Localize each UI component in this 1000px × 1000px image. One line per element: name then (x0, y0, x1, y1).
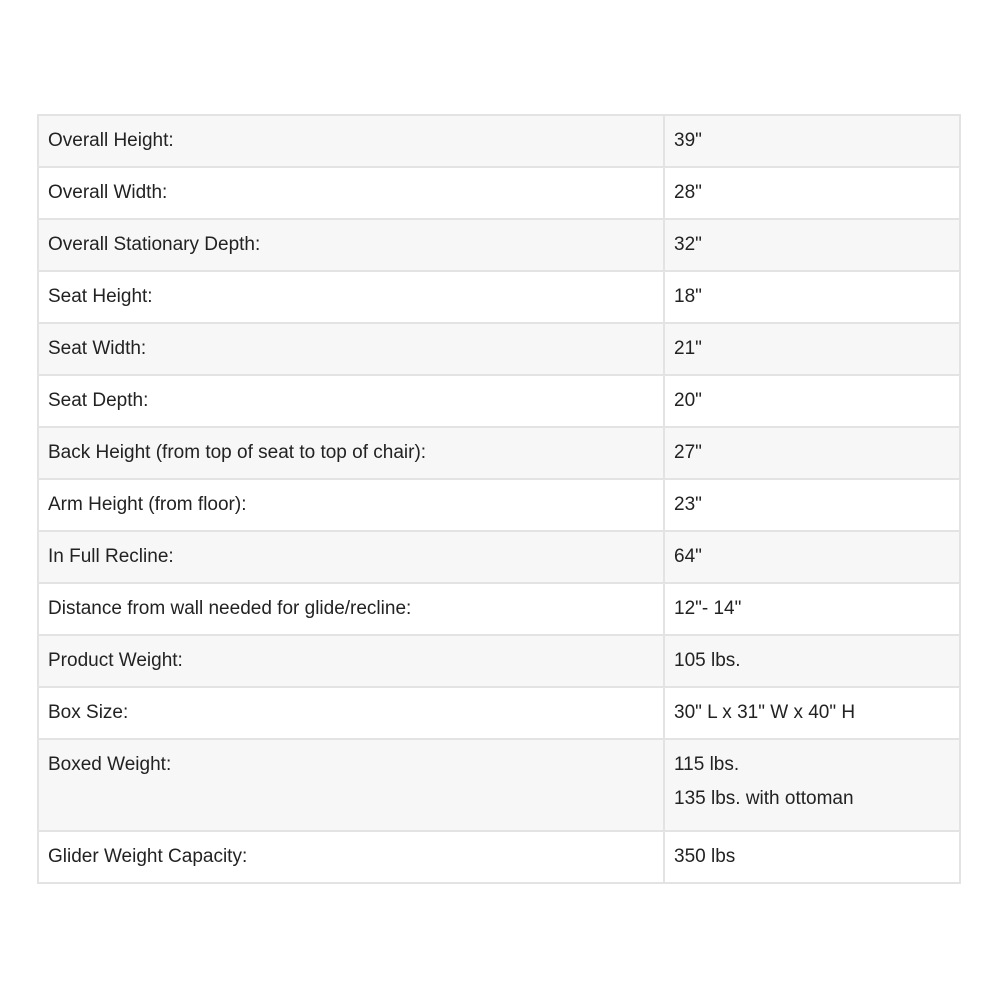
spec-value (664, 583, 960, 635)
spec-row (38, 271, 960, 323)
spec-label: In Full Recline: (38, 531, 664, 583)
spec-value (664, 687, 960, 739)
spec-label: Box Size: (38, 687, 664, 739)
spec-row (38, 219, 960, 271)
spec-label: Overall Height: (38, 115, 664, 167)
spec-row (38, 479, 960, 531)
spec-value-line: 350 lbs (674, 846, 736, 867)
spec-row (38, 427, 960, 479)
spec-row (38, 167, 960, 219)
spec-row (38, 687, 960, 739)
spec-label: Seat Height: (38, 271, 664, 323)
spec-value (664, 115, 960, 167)
spec-label: Overall Stationary Depth: (38, 219, 664, 271)
spec-value (664, 427, 960, 479)
spec-value-line: 18" (674, 286, 702, 307)
spec-value (664, 831, 960, 883)
spec-value-line: 20" (674, 390, 702, 411)
spec-value-line: 32" (674, 234, 702, 255)
spec-value (664, 479, 960, 531)
spec-value-line: 12"- 14" (674, 598, 742, 619)
spec-value (664, 739, 960, 831)
spec-value (664, 167, 960, 219)
spec-label: Glider Weight Capacity: (38, 831, 664, 883)
spec-value-line: 105 lbs. (674, 650, 741, 671)
spec-value (664, 219, 960, 271)
spec-label: Seat Width: (38, 323, 664, 375)
spec-value (664, 323, 960, 375)
spec-value-line: 27" (674, 442, 702, 463)
spec-label: Boxed Weight: (38, 739, 664, 831)
spec-row (38, 531, 960, 583)
spec-row (38, 375, 960, 427)
spec-table (37, 114, 961, 884)
spec-label: Back Height (from top of seat to top of chair): (38, 427, 664, 479)
spec-value (664, 531, 960, 583)
spec-value-line: 23" (674, 494, 702, 515)
spec-row (38, 831, 960, 883)
spec-value (664, 375, 960, 427)
spec-label: Seat Depth: (38, 375, 664, 427)
spec-label: Overall Width: (38, 167, 664, 219)
spec-value-line: 115 lbs. (674, 754, 740, 775)
spec-row (38, 115, 960, 167)
spec-value-line: 64" (674, 546, 702, 567)
spec-label: Arm Height (from floor): (38, 479, 664, 531)
spec-row (38, 739, 960, 831)
spec-value-line: 135 lbs. with ottoman (674, 788, 854, 809)
spec-table-body (38, 115, 960, 883)
spec-value-line: 21" (674, 338, 702, 359)
spec-row (38, 583, 960, 635)
spec-value-line: 30" L x 31" W x 40" H (674, 702, 856, 723)
spec-label: Product Weight: (38, 635, 664, 687)
spec-value-line: 28" (674, 182, 702, 203)
spec-label: Distance from wall needed for glide/recline: (38, 583, 664, 635)
spec-row (38, 323, 960, 375)
spec-value (664, 271, 960, 323)
spec-row (38, 635, 960, 687)
spec-value (664, 635, 960, 687)
spec-value-line: 39" (674, 130, 702, 151)
